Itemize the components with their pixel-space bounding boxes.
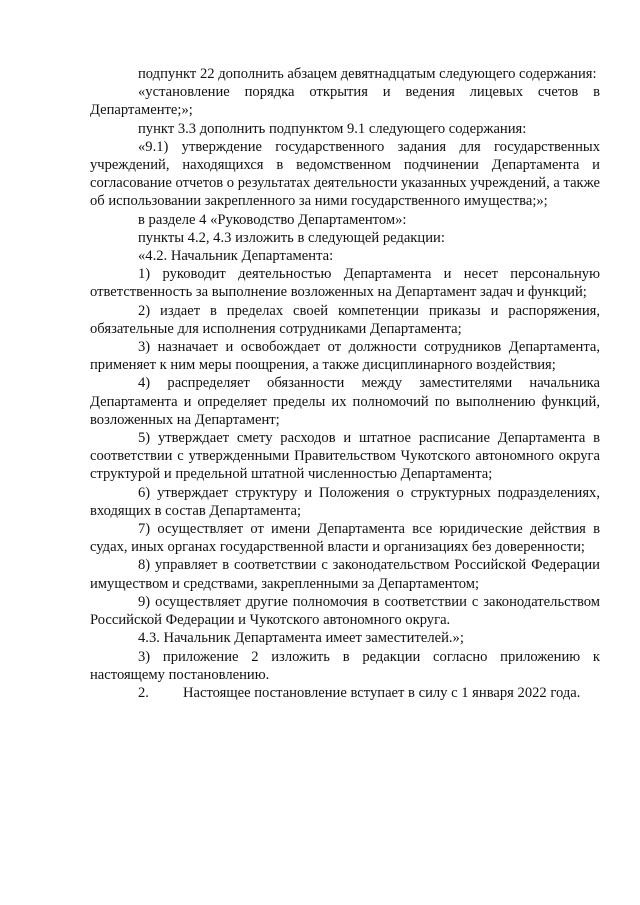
paragraph-4-2-item-3: 3) назначает и освобождает от должности сотрудников Департамента, применяет к ним меры поощрения, а также дисциплинарного воздействия;	[90, 339, 600, 374]
paragraph-quote-9-1: «9.1) утверждение государственного задания для государственных учреждений, находящихся в ведомственном подчинении Департамента и согласование отчетов о результатах деятельности указанных учреждений, а также об использовании закрепленного за ними государственного имущества;»;	[90, 138, 601, 210]
paragraph-items-4-2-4-3: пункты 4.2, 4.3 изложить в следующей редакции:	[138, 229, 445, 246]
paragraph-section-4: в разделе 4 «Руководство Департаментом»:	[138, 211, 407, 228]
paragraph-4-2-heading: «4.2. Начальник Департамента:	[138, 248, 334, 265]
paragraph-4-2-item-6: 6) утверждает структуру и Положения о структурных подразделениях, входящих в состав Департамента;	[90, 484, 600, 519]
paragraph-4-2-item-8: 8) управляет в соответствии с законодательством Российской Федерации имуществом и средствами, закрепленными за Департаментом;	[90, 557, 600, 592]
paragraph-4-2-item-2: 2) издает в пределах своей компетенции приказы и распоряжения, обязательные для исполнения сотрудниками Департамента;	[90, 302, 600, 337]
paragraph-item-3-3: пункт 3.3 дополнить подпунктом 9.1 следующего содержания:	[138, 120, 527, 137]
document-body	[90, 65, 600, 702]
paragraph-4-2-item-9: 9) осуществляет другие полномочия в соответствии с законодательством Российской Федерации и Чукотского автономного округа.	[90, 593, 600, 629]
paragraph-item-2-effective-date	[90, 684, 600, 702]
paragraph-subitem-22: подпункт 22 дополнить абзацем девятнадцатым следующего содержания:	[138, 66, 597, 82]
paragraph-quote-accounts: «установление порядка открытия и ведения лицевых счетов в Департаменте;»;	[90, 84, 600, 119]
paragraph-4-3: 4.3. Начальник Департамента имеет заместителей.»;	[138, 630, 464, 647]
paragraph-4-2-item-7: 7) осуществляет от имени Департамента все юридические действия в судах, иных органах государственной власти и организациях без доверенности;	[90, 521, 600, 556]
paragraph-4-2-item-5: 5) утверждает смету расходов и штатное расписание Департамента в соответствии с утвержденными Правительством Чукотского автономного округа структурой и предельной штатной численностью Департамента;	[90, 430, 600, 483]
item-text: Настоящее постановление вступает в силу с 1 января 2022 года.	[182, 684, 581, 701]
item-number: 2.	[138, 684, 149, 701]
paragraph-4-2-item-1: 1) руководит деятельностью Департамента и несет персональную ответственность за выполнение возложенных на Департамент задач и функций;	[90, 266, 600, 301]
paragraph-4-2-item-4: 4) распределяет обязанности между заместителями начальника Департамента и определяет пределы их полномочий по выполнению функций, возложенных на Департамент;	[90, 375, 600, 428]
paragraph-subitem-3-appendix: 3) приложение 2 изложить в редакции согласно приложению к настоящему постановлению.	[90, 648, 600, 683]
